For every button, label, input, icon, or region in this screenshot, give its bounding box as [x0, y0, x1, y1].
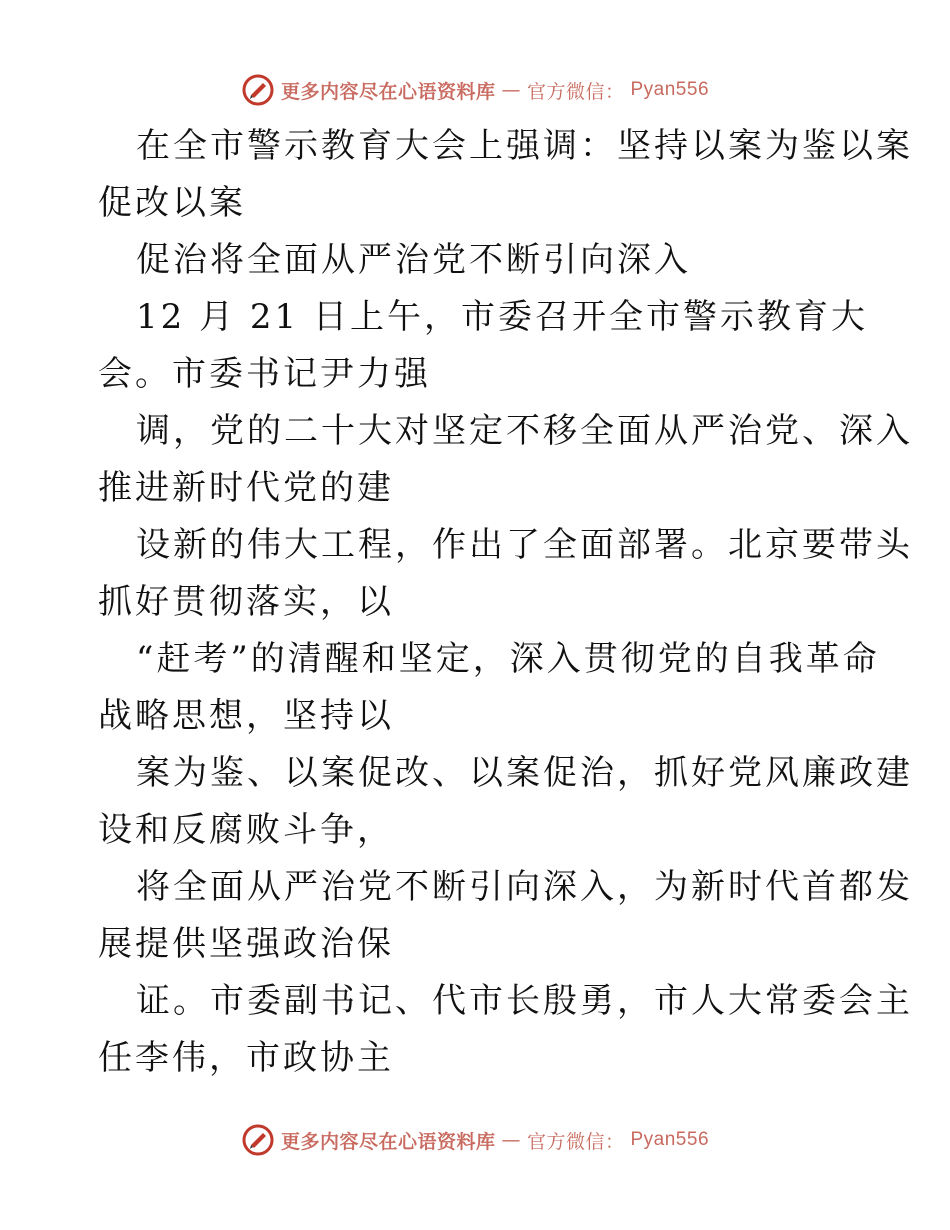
- watermark-logo-icon: [241, 1123, 275, 1157]
- body-line: 设和反腐败斗争，: [98, 810, 394, 850]
- watermark-label: 官方微信：: [526, 1130, 625, 1153]
- body-line: 在全市警示教育大会上强调：坚持以案为鉴以案: [136, 126, 913, 166]
- watermark-id: Pyan556: [630, 79, 710, 100]
- document-body: [98, 118, 913, 1087]
- body-line: 任李伟，市政协主: [98, 1038, 394, 1078]
- watermark-separator: —: [501, 1129, 521, 1151]
- watermark-label: 官方微信：: [526, 80, 625, 103]
- body-line: 设新的伟大工程，作出了全面部署。北京要带头: [136, 525, 913, 565]
- body-line: 战略思想，坚持以: [98, 696, 394, 736]
- body-line: 将全面从严治党不断引向深入，为新时代首都发: [136, 867, 913, 907]
- body-line: 促治将全面从严治党不断引向深入: [136, 240, 691, 280]
- body-line: 会。市委书记尹力强: [98, 354, 431, 394]
- body-line: 推进新时代党的建: [98, 468, 394, 508]
- body-line: 抓好贯彻落实，以: [98, 582, 394, 622]
- watermark-id: Pyan556: [630, 1129, 710, 1150]
- watermark-text: 更多内容尽在心语资料库: [280, 1130, 496, 1153]
- header-watermark: [0, 70, 950, 110]
- body-line: 证。市委副书记、代市长殷勇，市人大常委会主: [136, 981, 913, 1021]
- body-line: 调，党的二十大对坚定不移全面从严治党、深入: [136, 411, 913, 451]
- body-line: 促改以案: [98, 183, 246, 223]
- body-line: 12 月 21 日上午，市委召开全市警示教育大: [136, 297, 868, 337]
- watermark-logo-icon: [241, 73, 275, 107]
- body-line: 案为鉴、以案促改、以案促治，抓好党风廉政建: [136, 753, 913, 793]
- footer-watermark: [0, 1120, 950, 1160]
- body-line: 展提供坚强政治保: [98, 924, 394, 964]
- body-line: “赶考”的清醒和坚定，深入贯彻党的自我革命: [136, 639, 880, 679]
- watermark-separator: —: [501, 79, 521, 101]
- watermark-text: 更多内容尽在心语资料库: [280, 80, 496, 103]
